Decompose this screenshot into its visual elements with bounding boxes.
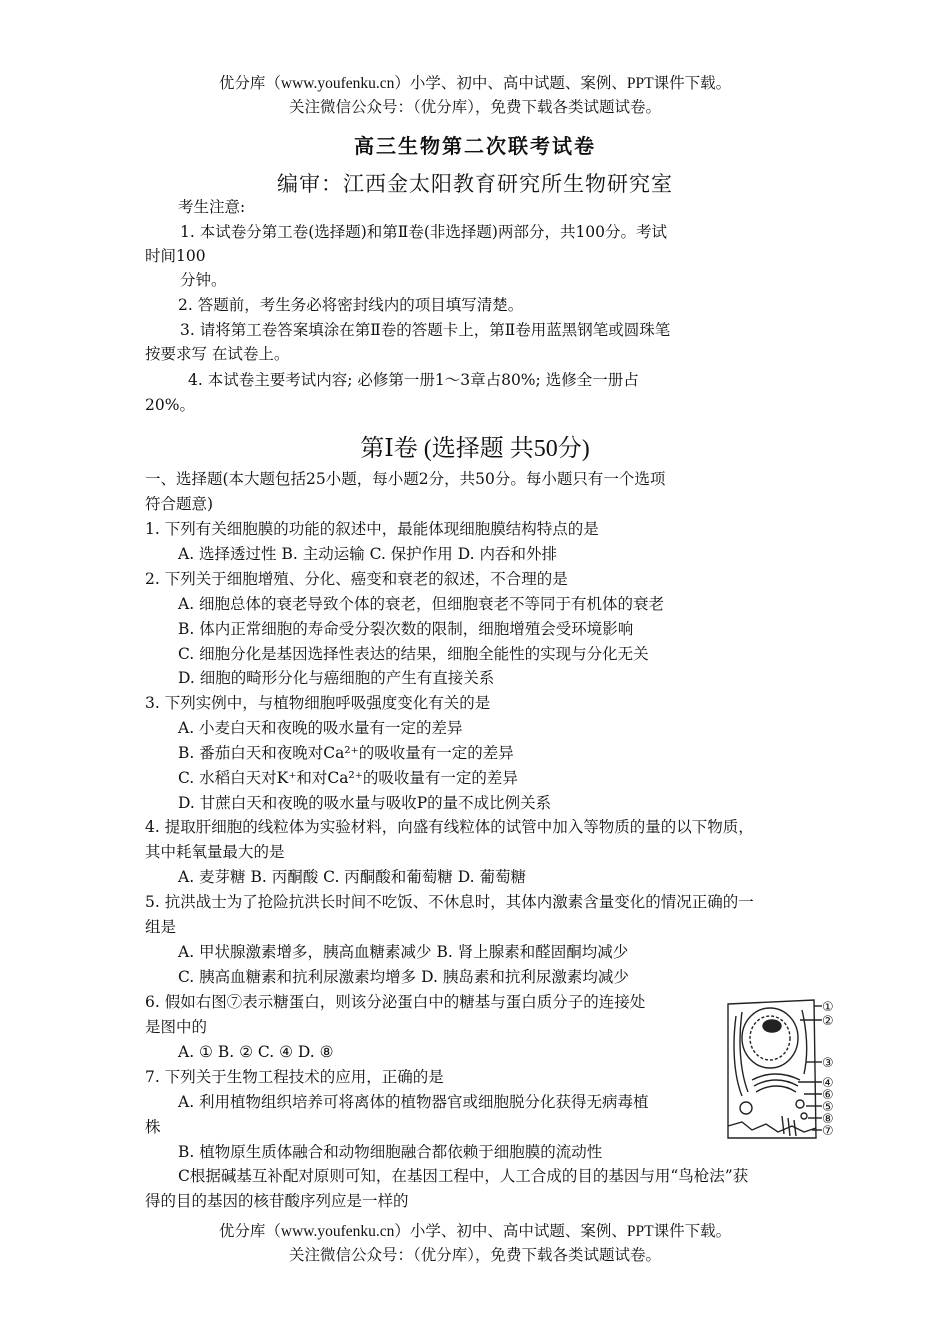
- figure-label-5: ⑤: [822, 1100, 834, 1115]
- question-1: 1. 下列有关细胞膜的功能的叙述中，最能体现细胞膜结构特点的是: [145, 520, 599, 538]
- question-2-option-d: D. 细胞的畸形分化与癌细胞的产生有直接关系: [178, 669, 495, 687]
- note-3-cont: 按要求写 在试卷上。: [145, 345, 290, 363]
- note-3: 3. 请将第工卷答案填涂在第Ⅱ卷的答题卡上，第Ⅱ卷用蓝黑钢笔或圆珠笔: [180, 321, 671, 339]
- question-2: 2. 下列关于细胞增殖、分化、癌变和衰老的叙述，不合理的是: [145, 570, 568, 588]
- note-4-cont: 20%。: [145, 396, 195, 414]
- question-2-option-c: C. 细胞分化是基因选择性表达的结果，细胞全能性的实现与分化无关: [178, 645, 649, 663]
- cell-diagram-figure: [722, 996, 840, 1144]
- membrane-bottom: [728, 1122, 816, 1132]
- page-subtitle: 编审：江西金太阳教育研究所生物研究室: [277, 172, 673, 196]
- note-2: 2. 答题前，考生务必将密封线内的项目填写清楚。: [178, 296, 524, 314]
- question-7-option-a-cont: 株: [145, 1118, 161, 1136]
- question-1-options: A. 选择透过性 B. 主动运输 C. 保护作用 D. 内吞和外排: [178, 545, 557, 563]
- note-heading: 考生注意:: [178, 198, 246, 216]
- question-4-cont: 其中耗氧量最大的是: [145, 843, 285, 861]
- figure-label-7: ⑦: [822, 1124, 834, 1139]
- header-line-1: 优分库（www.youfenku.cn）小学、初中、高中试题、案例、PPT课件下载。: [218, 75, 732, 92]
- figure-label-6: ⑥: [822, 1088, 834, 1103]
- figure-label-4: ④: [822, 1076, 834, 1091]
- er-left-2: [740, 1012, 748, 1092]
- question-2-option-a: A. 细胞总体的衰老导致个体的衰老，但细胞衰老不等同于有机体的衰老: [178, 595, 665, 613]
- question-5-options-cd: C. 胰高血糖素和抗利尿激素均增多 D. 胰岛素和抗利尿激素均减少: [178, 968, 629, 986]
- vesicle-3: [801, 1113, 807, 1119]
- vesicle-1: [740, 1102, 752, 1114]
- instructions-line-2: 符合题意): [145, 495, 214, 513]
- question-7-option-c: C根据碱基互补配对原则可知，在基因工程中，人工合成的目的基因与用“鸟枪法”获: [178, 1167, 749, 1185]
- footer-line-1: 优分库（www.youfenku.cn）小学、初中、高中试题、案例、PPT课件下载。: [218, 1223, 732, 1240]
- page-title: 高三生物第二次联考试卷: [354, 134, 596, 158]
- question-5-cont: 组是: [145, 918, 177, 936]
- question-3-option-a: A. 小麦白天和夜晚的吸水量有一定的差异: [178, 719, 463, 737]
- figure-label-8: ⑧: [822, 1112, 834, 1127]
- question-6: 6. 假如右图⑦表示糖蛋白，则该分泌蛋白中的糖基与蛋白质分子的连接处: [145, 993, 646, 1011]
- question-6-cont: 是图中的: [145, 1018, 208, 1036]
- note-1-cont: 时间100: [145, 247, 206, 265]
- question-7: 7. 下列关于生物工程技术的应用，正确的是: [145, 1068, 444, 1086]
- question-7-option-a: A. 利用植物组织培养可将离体的植物器官或细胞脱分化获得无病毒植: [178, 1093, 649, 1111]
- footer-line-2: 关注微信公众号：（优分库），免费下载各类试题试卷。: [288, 1247, 661, 1264]
- question-6-options: A. ① B. ② C. ④ D. ⑧: [178, 1043, 334, 1061]
- question-3-option-b: B. 番茄白天和夜晚对Ca²⁺的吸收量有一定的差异: [178, 744, 514, 762]
- question-3-option-c: C. 水稻白天对K⁺和对Ca²⁺的吸收量有一定的差异: [178, 769, 518, 787]
- question-4-options: A. 麦芽糖 B. 丙酮酸 C. 丙酮酸和葡萄糖 D. 葡萄糖: [178, 868, 526, 886]
- question-5: 5. 抗洪战士为了抢险抗洪长时间不吃饭、不休息时，其体内激素含量变化的情况正确的一: [145, 893, 754, 911]
- question-3-option-d: D. 甘蔗白天和夜晚的吸水量与吸收P的量不成比例关系: [178, 794, 552, 812]
- golgi-2: [754, 1080, 798, 1086]
- question-7-option-b: B. 植物原生质体融合和动物细胞融合都依赖于细胞膜的流动性: [178, 1143, 603, 1161]
- section-title: 第Ⅰ卷 (选择题 共50分): [360, 436, 590, 462]
- question-7-option-c-cont: 得的目的基因的核苷酸序列应是一样的: [145, 1192, 409, 1210]
- instructions-line-1: 一、选择题(本大题包括25小题，每小题2分，共50分。每小题只有一个选项: [145, 470, 666, 488]
- note-1-cont2: 分钟。: [180, 271, 227, 289]
- question-4: 4. 提取肝细胞的线粒体为实验材料，向盛有线粒体的试管中加入等物质的量的以下物质，: [145, 818, 754, 836]
- nucleolus: [763, 1020, 781, 1032]
- note-1: 1. 本试卷分第工卷(选择题)和第Ⅱ卷(非选择题)两部分，共100分。考试: [180, 223, 668, 241]
- secretion-marks: [782, 1116, 796, 1136]
- note-4: 4. 本试卷主要考试内容; 必修第一册1～3章占80%; 选修全一册占: [188, 371, 639, 389]
- golgi-3: [756, 1086, 796, 1092]
- question-2-option-b: B. 体内正常细胞的寿命受分裂次数的限制，细胞增殖会受环境影响: [178, 620, 634, 638]
- vesicle-2: [796, 1100, 804, 1108]
- figure-label-2: ②: [822, 1014, 834, 1029]
- figure-label-3: ③: [822, 1056, 834, 1071]
- figure-label-1: ①: [822, 1000, 834, 1015]
- question-5-options-ab: A. 甲状腺激素增多，胰高血糖素减少 B. 肾上腺素和醛固酮均减少: [178, 943, 629, 961]
- golgi-1: [752, 1074, 800, 1080]
- header-line-2: 关注微信公众号：（优分库），免费下载各类试题试卷。: [288, 99, 661, 116]
- question-3: 3. 下列实例中，与植物细胞呼吸强度变化有关的是: [145, 694, 491, 712]
